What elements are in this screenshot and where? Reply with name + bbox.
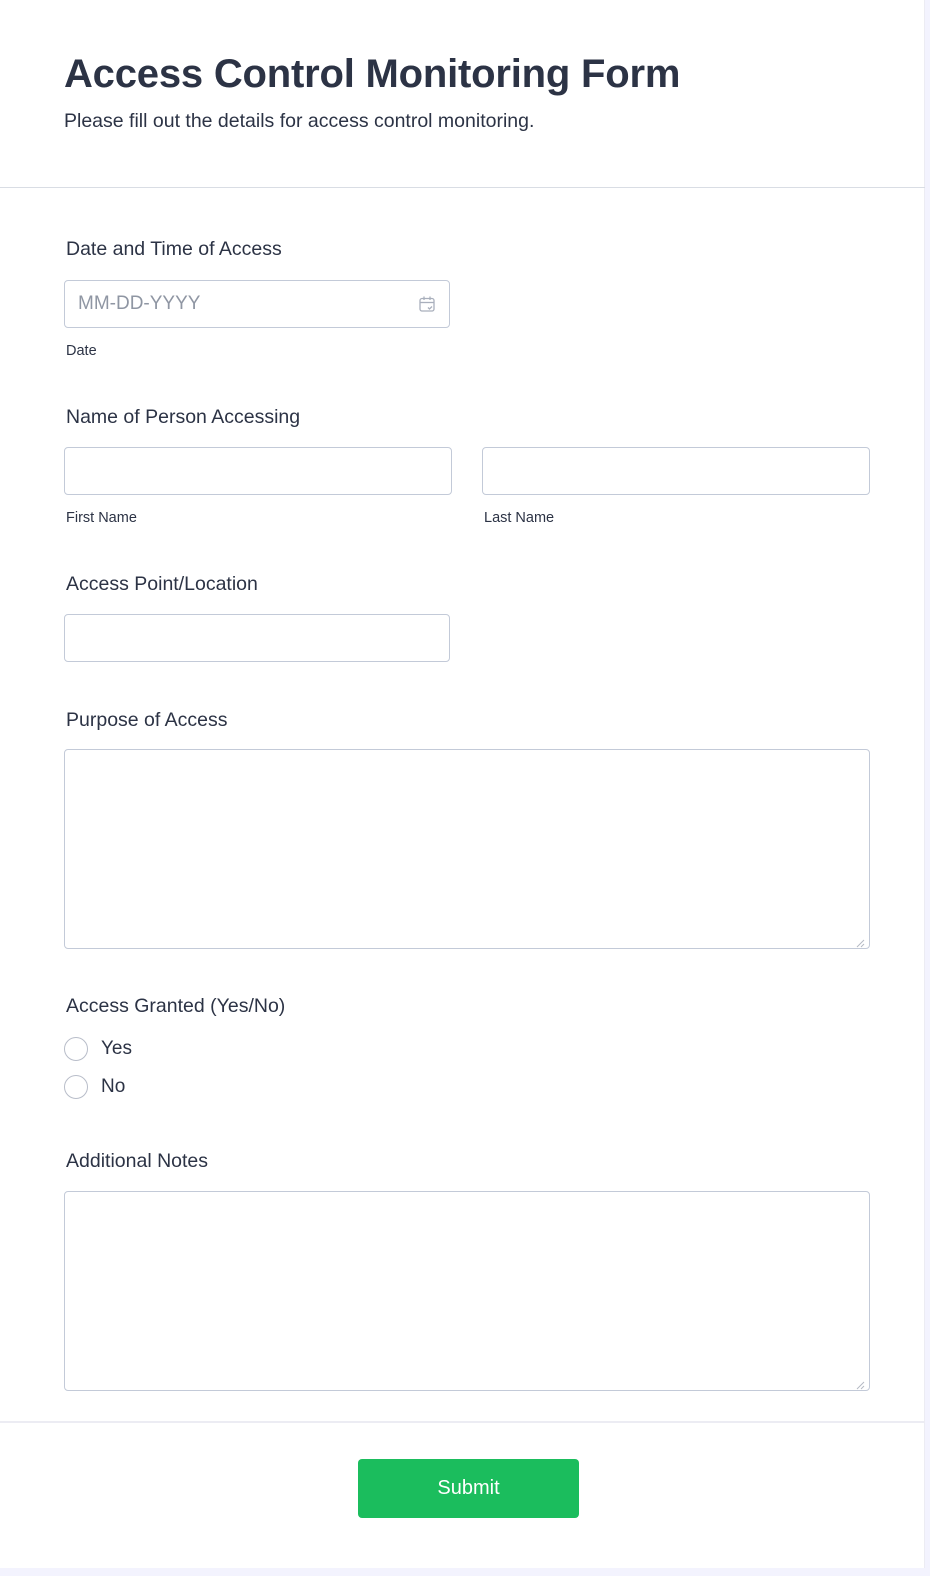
submit-button[interactable]: Submit	[358, 1459, 579, 1518]
datetime-label: Date and Time of Access	[66, 238, 282, 260]
radio-option-no[interactable]	[64, 1075, 125, 1099]
first-name-sublabel: First Name	[66, 510, 137, 526]
radio-no[interactable]	[64, 1075, 88, 1099]
notes-textarea[interactable]	[64, 1191, 870, 1391]
radio-option-yes[interactable]	[64, 1037, 132, 1061]
name-label: Name of Person Accessing	[66, 406, 301, 428]
resize-handle-icon[interactable]	[856, 1377, 865, 1386]
location-input[interactable]	[64, 614, 450, 662]
first-name-input[interactable]	[64, 447, 452, 495]
purpose-textarea[interactable]	[64, 749, 870, 949]
purpose-label: Purpose of Access	[66, 709, 228, 731]
footer-divider	[0, 1421, 925, 1423]
calendar-icon[interactable]	[418, 295, 436, 313]
form-header	[0, 0, 925, 188]
date-sublabel: Date	[66, 343, 97, 359]
last-name-input[interactable]	[482, 447, 870, 495]
resize-handle-icon[interactable]	[856, 935, 865, 944]
date-placeholder: MM-DD-YYYY	[78, 293, 201, 314]
radio-no-label[interactable]: No	[101, 1076, 126, 1097]
granted-label: Access Granted (Yes/No)	[66, 995, 286, 1017]
date-input[interactable]	[64, 280, 450, 328]
location-label: Access Point/Location	[66, 573, 258, 595]
last-name-sublabel: Last Name	[484, 510, 555, 526]
form-subtitle: Please fill out the details for access control monitoring.	[64, 110, 535, 132]
radio-yes[interactable]	[64, 1037, 88, 1061]
notes-label: Additional Notes	[66, 1150, 209, 1172]
radio-yes-label[interactable]: Yes	[101, 1038, 132, 1059]
form-title: Access Control Monitoring Form	[64, 52, 681, 96]
